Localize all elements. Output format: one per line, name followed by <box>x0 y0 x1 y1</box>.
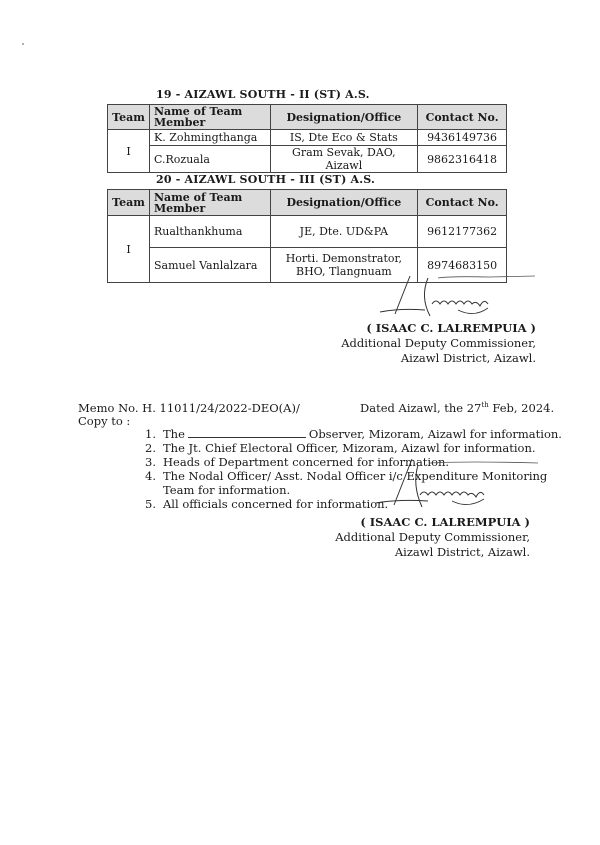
table-row <box>108 146 507 173</box>
member-name: Rualthankhuma <box>149 216 270 248</box>
signatory-office: Aizawl District, Aizawl. <box>400 351 536 365</box>
section-title-19: 19 - AIZAWL SOUTH - II (ST) A.S. <box>156 88 370 101</box>
list-number: 4. <box>145 469 156 483</box>
signature-graphic <box>370 272 560 324</box>
header-team: Team <box>108 190 150 216</box>
signatory-designation: Additional Deputy Commissioner, <box>335 530 530 544</box>
header-contact: Contact No. <box>418 105 507 130</box>
signature-graphic <box>368 455 558 517</box>
list-text: Heads of Department concerned for information. <box>163 455 450 469</box>
copy-to-label: Copy to : <box>78 414 131 428</box>
list-item <box>145 427 565 441</box>
header-contact: Contact No. <box>418 190 507 216</box>
header-designation: Designation/Office <box>270 105 418 130</box>
list-text: The Jt. Chief Electoral Officer, Mizoram, Aizawl for information. <box>163 441 536 455</box>
member-designation: Gram Sevak, DAO, Aizawl <box>270 146 418 173</box>
memo-date-suffix: Feb, 2024. <box>488 401 555 415</box>
blank-line <box>188 427 306 438</box>
header-name: Name of Team Member <box>149 105 270 130</box>
member-name: Samuel Vanlalzara <box>149 248 270 283</box>
table-header-row <box>108 190 507 216</box>
table-row <box>108 216 507 248</box>
member-name: K. Zohmingthanga <box>149 130 270 146</box>
header-designation: Designation/Office <box>270 190 418 216</box>
member-contact: 9436149736 <box>418 130 507 146</box>
header-name: Name of Team Member <box>149 190 270 216</box>
team-table-20 <box>107 189 507 283</box>
scan-speck <box>22 43 24 45</box>
section-title-20: 20 - AIZAWL SOUTH - III (ST) A.S. <box>156 173 376 186</box>
signatory-name: ( ISAAC C. LALREMPUIA ) <box>366 321 536 335</box>
memo-date <box>360 401 554 415</box>
table-header-row <box>108 105 507 130</box>
member-contact: 8974683150 <box>418 248 507 283</box>
list-number: 1. <box>145 427 156 441</box>
memo-date-sup: th <box>481 401 489 410</box>
memo-number: Memo No. H. 11011/24/2022-DEO(A)/ <box>78 401 300 415</box>
team-cell: I <box>108 130 150 173</box>
table-row <box>108 130 507 146</box>
list-number: 3. <box>145 455 156 469</box>
list-text: The Nodal Officer/ Asst. Nodal Officer i/c Expenditure Monitoring Team for information. <box>163 469 548 497</box>
team-table-19 <box>107 104 507 173</box>
list-item <box>145 441 565 455</box>
member-name: C.Rozuala <box>149 146 270 173</box>
team-cell: I <box>108 216 150 283</box>
member-contact: 9612177362 <box>418 216 507 248</box>
signatory-office: Aizawl District, Aizawl. <box>394 545 530 559</box>
member-designation: JE, Dte. UD&PA <box>270 216 418 248</box>
list-text: All officials concerned for information. <box>163 497 389 511</box>
header-team: Team <box>108 105 150 130</box>
member-contact: 9862316418 <box>418 146 507 173</box>
member-designation: IS, Dte Eco & Stats <box>270 130 418 146</box>
list-text-pre: The <box>163 427 185 441</box>
member-designation: Horti. Demonstrator, BHO, Tlangnuam <box>270 248 418 283</box>
list-number: 2. <box>145 441 156 455</box>
signature-block-1 <box>340 321 536 366</box>
signature-block-2 <box>334 515 530 560</box>
list-text-post: Observer, Mizoram, Aizawl for information. <box>308 427 562 441</box>
signatory-designation: Additional Deputy Commissioner, <box>341 336 536 350</box>
list-number: 5. <box>145 497 156 511</box>
signatory-name: ( ISAAC C. LALREMPUIA ) <box>360 515 530 529</box>
memo-date-prefix: Dated Aizawl, the 27 <box>360 401 482 415</box>
